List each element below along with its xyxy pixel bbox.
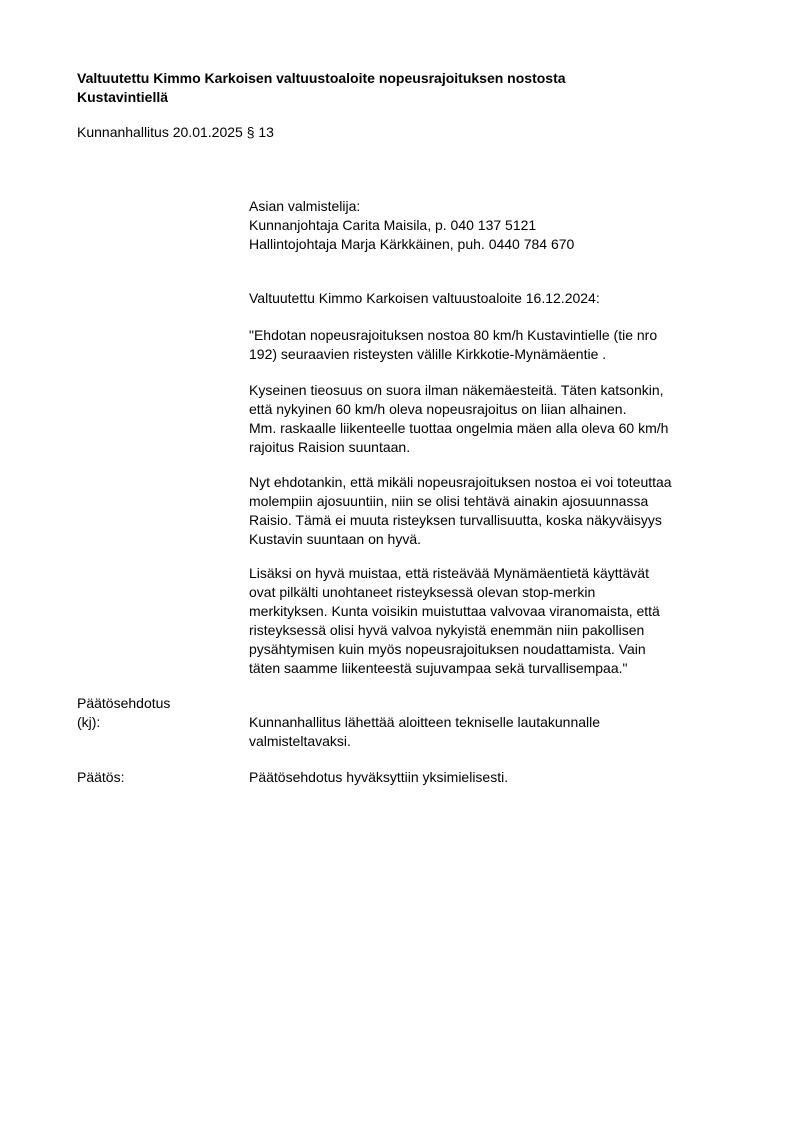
preparer-2: Hallintojohtaja Marja Kärkkäinen, puh. 0440 784 670 bbox=[249, 236, 575, 252]
proposal-label bbox=[77, 694, 247, 732]
quote-line: täten saamme liikenteestä sujuvampaa sekä turvallisempaa." bbox=[249, 660, 628, 676]
decision-text: Päätösehdotus hyväksyttiin yksimielisesti. bbox=[249, 769, 509, 785]
meeting-reference: Kunnanhallitus 20.01.2025 § 13 bbox=[77, 124, 274, 140]
proposal-text-line-1: Kunnanhallitus lähettää aloitteen tekniselle lautakunnalle bbox=[249, 714, 601, 730]
quote-line: Kustavin suuntaan on hyvä. bbox=[249, 531, 422, 547]
title-line-1: Valtuutettu Kimmo Karkoisen valtuustoaloite nopeusrajoituksen nostosta bbox=[77, 70, 566, 86]
quote-paragraph-4 bbox=[249, 564, 744, 678]
quote-line: Nyt ehdotankin, että mikäli nopeusrajoituksen nostoa ei voi toteuttaa bbox=[249, 474, 672, 490]
quote-line: pysähtymisen kuin myös nopeusrajoituksen noudattamista. Vain bbox=[249, 641, 646, 657]
quote-paragraph-1 bbox=[249, 326, 744, 364]
quote-line: Mm. raskaalle liikenteelle tuottaa ongelmia mäen alla oleva 60 km/h bbox=[249, 420, 669, 436]
initiative-intro: Valtuutettu Kimmo Karkoisen valtuustoaloite 16.12.2024: bbox=[249, 290, 600, 306]
quote-line: Raisio. Tämä ei muuta risteyksen turvallisuutta, koska näkyväisyys bbox=[249, 512, 662, 528]
decision-label: Päätös: bbox=[77, 769, 125, 785]
preparers-heading: Asian valmistelija: bbox=[249, 198, 361, 214]
proposal-label-line-2: (kj): bbox=[77, 714, 101, 730]
quote-line: "Ehdotan nopeusrajoituksen nostoa 80 km/h Kustavintielle (tie nro bbox=[249, 327, 658, 343]
quote-line: ovat pilkälti unohtaneet risteyksessä olevan stop-merkin bbox=[249, 584, 596, 600]
quote-paragraph-2 bbox=[249, 381, 744, 457]
quote-line: risteyksessä olisi hyvä valvoa nykyistä enemmän niin pakollisen bbox=[249, 622, 645, 638]
preparers-block bbox=[249, 197, 744, 254]
quote-line: rajoitus Raision suuntaan. bbox=[249, 439, 411, 455]
proposal-text bbox=[249, 713, 744, 751]
quote-line: merkityksen. Kunta voisikin muistuttaa valvovaa viranomaista, että bbox=[249, 603, 660, 619]
document-title bbox=[77, 69, 717, 107]
quote-line: että nykyinen 60 km/h oleva nopeusrajoitus on liian alhainen. bbox=[249, 401, 627, 417]
quote-line: 192) seuraavien risteysten välille Kirkkotie-Mynämäentie . bbox=[249, 346, 607, 362]
quote-line: Lisäksi on hyvä muistaa, että risteävää Mynämäentietä käyttävät bbox=[249, 565, 649, 581]
preparer-1: Kunnanjohtaja Carita Maisila, p. 040 137 5121 bbox=[249, 217, 537, 233]
proposal-text-line-2: valmisteltavaksi. bbox=[249, 733, 351, 749]
proposal-label-line-1: Päätösehdotus bbox=[77, 695, 171, 711]
quote-line: Kyseinen tieosuus on suora ilman näkemäesteitä. Täten katsonkin, bbox=[249, 382, 664, 398]
title-line-2: Kustavintiellä bbox=[77, 89, 169, 105]
quote-paragraph-3 bbox=[249, 473, 744, 549]
quote-line: molempiin ajosuuntiin, niin se olisi tehtävä ainakin ajosuunnassa bbox=[249, 493, 649, 509]
